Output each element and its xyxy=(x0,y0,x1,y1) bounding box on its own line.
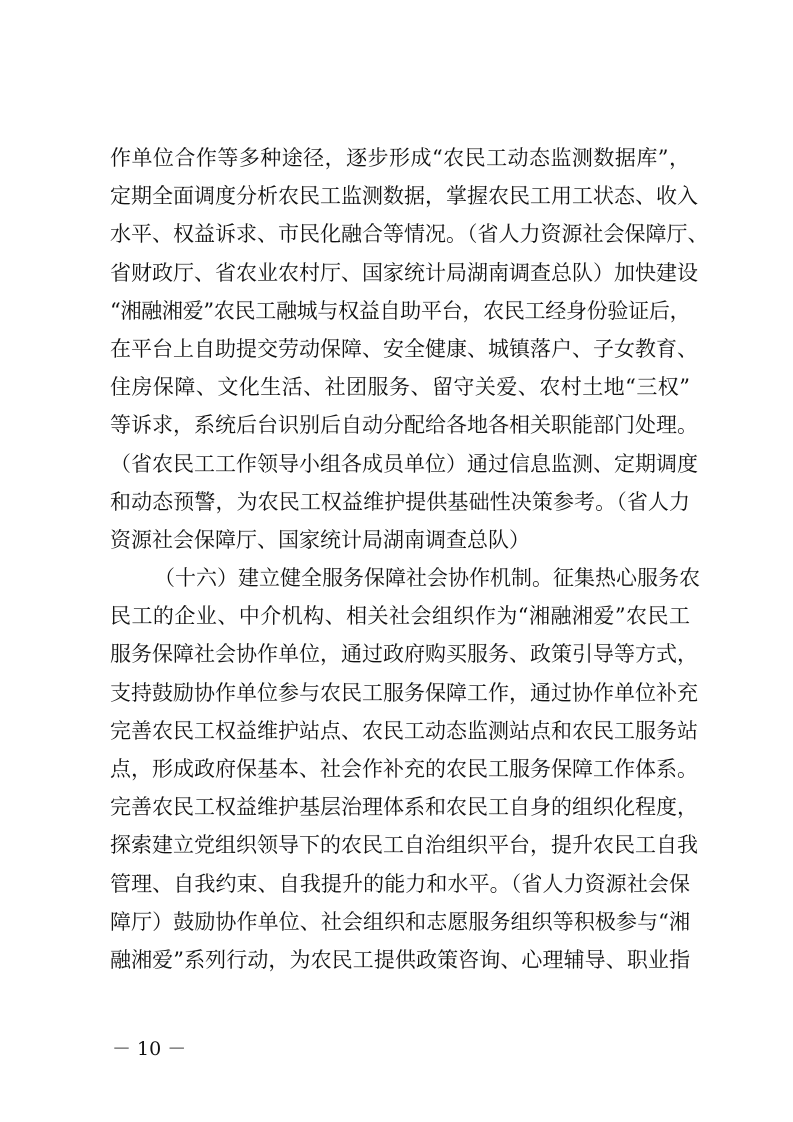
text-line: “湘融湘爱”农民工融城与权益自助平台，农民工经身份验证后， xyxy=(110,298,690,323)
text-line: 管理、自我约束、自我提升的能力和水平。（省人力资源社会保 xyxy=(110,871,690,896)
text-line: 探索建立党组织领导下的农民工自治组织平台，提升农民工自我 xyxy=(110,833,698,858)
text-line: 水平、权益诉求、市民化融合等情况。（省人力资源社会保障厅、 xyxy=(110,222,709,247)
text-line: 和动态预警，为农民工权益维护提供基础性决策参考。（省人力 xyxy=(110,489,690,514)
text-line: （省农民工工作领导小组各成员单位）通过信息监测、定期调度 xyxy=(110,451,698,476)
text-line: 定期全面调度分析农民工监测数据，掌握农民工用工状态、收入 xyxy=(110,184,698,209)
text-line: 障厅）鼓励协作单位、社会组织和志愿服务组织等积极参与“湘 xyxy=(110,909,690,934)
text-line: 支持鼓励协作单位参与农民工服务保障工作，通过协作单位补充 xyxy=(110,680,698,705)
text-line: 住房保障、文化生活、社团服务、留守关爱、农村土地“三权” xyxy=(110,375,690,400)
text-line: 在平台上自助提交劳动保障、安全健康、城镇落户、子女教育、 xyxy=(110,336,698,361)
text-line: 服务保障社会协作单位，通过政府购买服务、政策引导等方式， xyxy=(110,642,698,667)
text-line: 点，形成政府保基本、社会作补充的农民工服务保障工作体系。 xyxy=(110,757,698,781)
body-text xyxy=(110,139,709,979)
section-heading-line: （十六）建立健全服务保障社会协作机制。征集热心服务农 xyxy=(154,566,700,591)
text-line: 完善农民工权益维护基层治理体系和农民工自身的组织化程度， xyxy=(110,795,698,820)
text-line: 融湘爱”系列行动，为农民工提供政策咨询、心理辅导、职业指 xyxy=(110,947,690,972)
text-line: 等诉求，系统后台识别后自动分配给各地各相关职能部门处理。 xyxy=(110,413,698,438)
text-line: 民工的企业、中介机构、相关社会组织作为“湘融湘爱”农民工 xyxy=(110,604,690,629)
page-number: － 10 － xyxy=(112,1038,187,1060)
text-line: 作单位合作等多种途径，逐步形成“农民工动态监测数据库”， xyxy=(110,146,690,170)
text-line: 省财政厅、省农业农村厅、国家统计局湖南调查总队）加快建设 xyxy=(110,260,698,285)
text-line: 资源社会保障厅、国家统计局湖南调查总队） xyxy=(110,527,530,552)
text-line: 完善农民工权益维护站点、农民工动态监测站点和农民工服务站 xyxy=(110,718,698,743)
